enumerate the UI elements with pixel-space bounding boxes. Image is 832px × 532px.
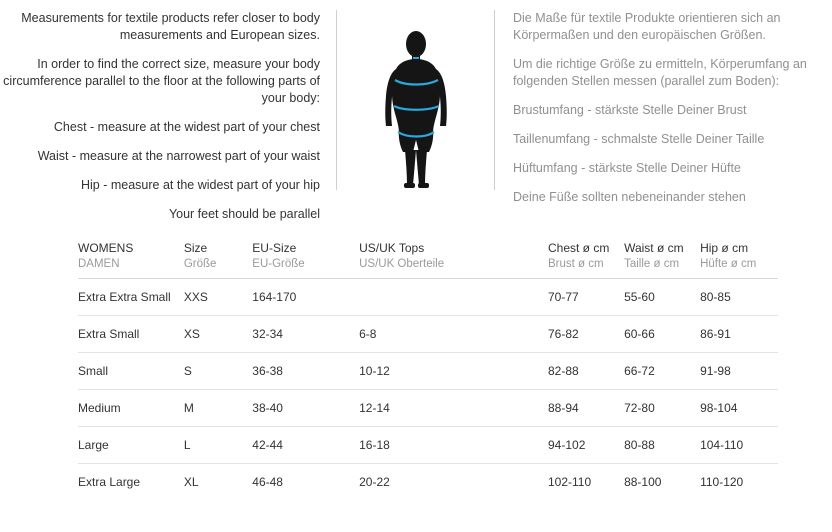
cell-hip: 104-110 <box>700 427 778 464</box>
header-size-de: Größe <box>183 258 217 270</box>
cell-hip: 91-98 <box>700 353 778 390</box>
intro-en-line-3: Chest - measure at the widest part of your chest <box>53 120 320 134</box>
cell-size: S <box>184 353 252 390</box>
cell-us: 10-12 <box>359 353 548 390</box>
header-eu-size-de: EU-Größe <box>252 258 305 270</box>
header-us-uk-tops-en: US/UK Tops <box>359 241 425 255</box>
intro-en-line-1: Measurements for textile products refer closer to body measurements and European sizes. <box>21 11 320 42</box>
table-row <box>78 390 778 427</box>
size-table-body <box>78 279 778 501</box>
size-table <box>78 240 778 500</box>
cell-name: Medium <box>78 390 184 427</box>
cell-chest: 102-110 <box>548 475 592 489</box>
cell-name: Extra Large <box>78 475 141 489</box>
header-chest-en: Chest ø cm <box>548 241 610 255</box>
female-body-silhouette-icon <box>361 28 471 198</box>
cell-hip: 80-85 <box>700 279 778 316</box>
cell-hip: 98-104 <box>700 390 778 427</box>
intro-section <box>0 0 832 221</box>
cell-chest: 94-102 <box>548 427 624 464</box>
header-chest-de: Brust ø cm <box>548 258 604 270</box>
intro-de-line-1: Die Maße für textile Produkte orientieren sich an Körpermaßen und den europäischen Größen. <box>513 11 781 42</box>
header-eu-size <box>252 240 359 279</box>
cell-name: Small <box>78 353 184 390</box>
intro-german-column <box>495 10 832 204</box>
header-womens <box>78 240 184 279</box>
cell-size: M <box>184 390 252 427</box>
intro-de-line-4: Taillenumfang - schmalste Stelle Deiner Taille <box>513 132 765 146</box>
cell-chest: 82-88 <box>548 353 624 390</box>
intro-de-line-5: Hüftumfang - stärkste Stelle Deiner Hüfte <box>513 161 741 175</box>
header-hip <box>700 240 778 279</box>
cell-waist: 80-88 <box>624 427 700 464</box>
cell-waist: 88-100 <box>624 475 662 489</box>
header-hip-en: Hip ø cm <box>700 241 749 255</box>
cell-us: 12-14 <box>359 390 548 427</box>
cell-us <box>359 279 548 316</box>
cell-size: XL <box>183 475 199 489</box>
cell-eu: 42-44 <box>252 427 359 464</box>
table-row <box>78 464 778 501</box>
cell-chest: 70-77 <box>548 279 624 316</box>
cell-us: 16-18 <box>359 427 548 464</box>
intro-en-line-5: Hip - measure at the widest part of your hip <box>80 178 320 192</box>
cell-size: XXS <box>184 279 252 316</box>
header-womens-en: WOMENS <box>78 241 134 255</box>
cell-size: L <box>184 427 252 464</box>
cell-eu: 32-34 <box>252 316 359 353</box>
header-eu-size-en: EU-Size <box>252 241 297 255</box>
table-header-row <box>78 240 778 279</box>
intro-en-line-6: Your feet should be parallel <box>168 207 320 221</box>
intro-en-line-2: In order to find the correct size, measure your body circumference parallel to the floor at the following parts of your body: <box>3 57 320 105</box>
header-hip-de: Hüfte ø cm <box>700 258 757 270</box>
table-row <box>78 279 778 316</box>
header-chest <box>548 240 624 279</box>
header-waist-de: Taille ø cm <box>624 258 680 270</box>
intro-de-line-3: Brustumfang - stärkste Stelle Deiner Brust <box>513 103 747 117</box>
intro-en-line-4: Waist - measure at the narrowest part of your waist <box>37 149 320 163</box>
table-row <box>78 427 778 464</box>
header-womens-de: DAMEN <box>78 258 120 270</box>
cell-us: 6-8 <box>359 316 548 353</box>
intro-de-line-2: Um die richtige Größe zu ermitteln, Körperumfang an folgenden Stellen messen (parallel zum Boden): <box>513 57 807 88</box>
cell-us: 20-22 <box>359 475 390 489</box>
cell-waist: 66-72 <box>624 353 700 390</box>
size-table-head <box>78 240 778 279</box>
size-table-area <box>78 240 778 500</box>
cell-eu: 38-40 <box>252 390 359 427</box>
header-us-uk-tops-de: US/UK Oberteile <box>359 258 445 270</box>
cell-eu: 164-170 <box>252 279 359 316</box>
table-row <box>78 316 778 353</box>
cell-size: XS <box>184 316 252 353</box>
cell-name: Extra Extra Small <box>78 279 184 316</box>
intro-english-column <box>0 10 337 221</box>
cell-waist: 55-60 <box>624 279 700 316</box>
cell-hip: 110-120 <box>700 475 744 489</box>
cell-name: Extra Small <box>78 316 184 353</box>
cell-eu: 36-38 <box>252 353 359 390</box>
cell-chest: 88-94 <box>548 390 624 427</box>
cell-waist: 72-80 <box>624 390 700 427</box>
intro-de-line-6: Deine Füße sollten nebeneinander stehen <box>513 190 746 204</box>
header-size-en: Size <box>183 241 208 255</box>
cell-hip: 86-91 <box>700 316 778 353</box>
header-us-uk-tops <box>359 240 548 279</box>
header-waist <box>624 240 700 279</box>
cell-waist: 60-66 <box>624 316 700 353</box>
cell-chest: 76-82 <box>548 316 624 353</box>
cell-name: Large <box>78 427 184 464</box>
table-row <box>78 353 778 390</box>
cell-eu: 46-48 <box>252 475 283 489</box>
header-size <box>184 240 252 279</box>
header-waist-en: Waist ø cm <box>624 241 684 255</box>
figure-column <box>337 10 495 190</box>
